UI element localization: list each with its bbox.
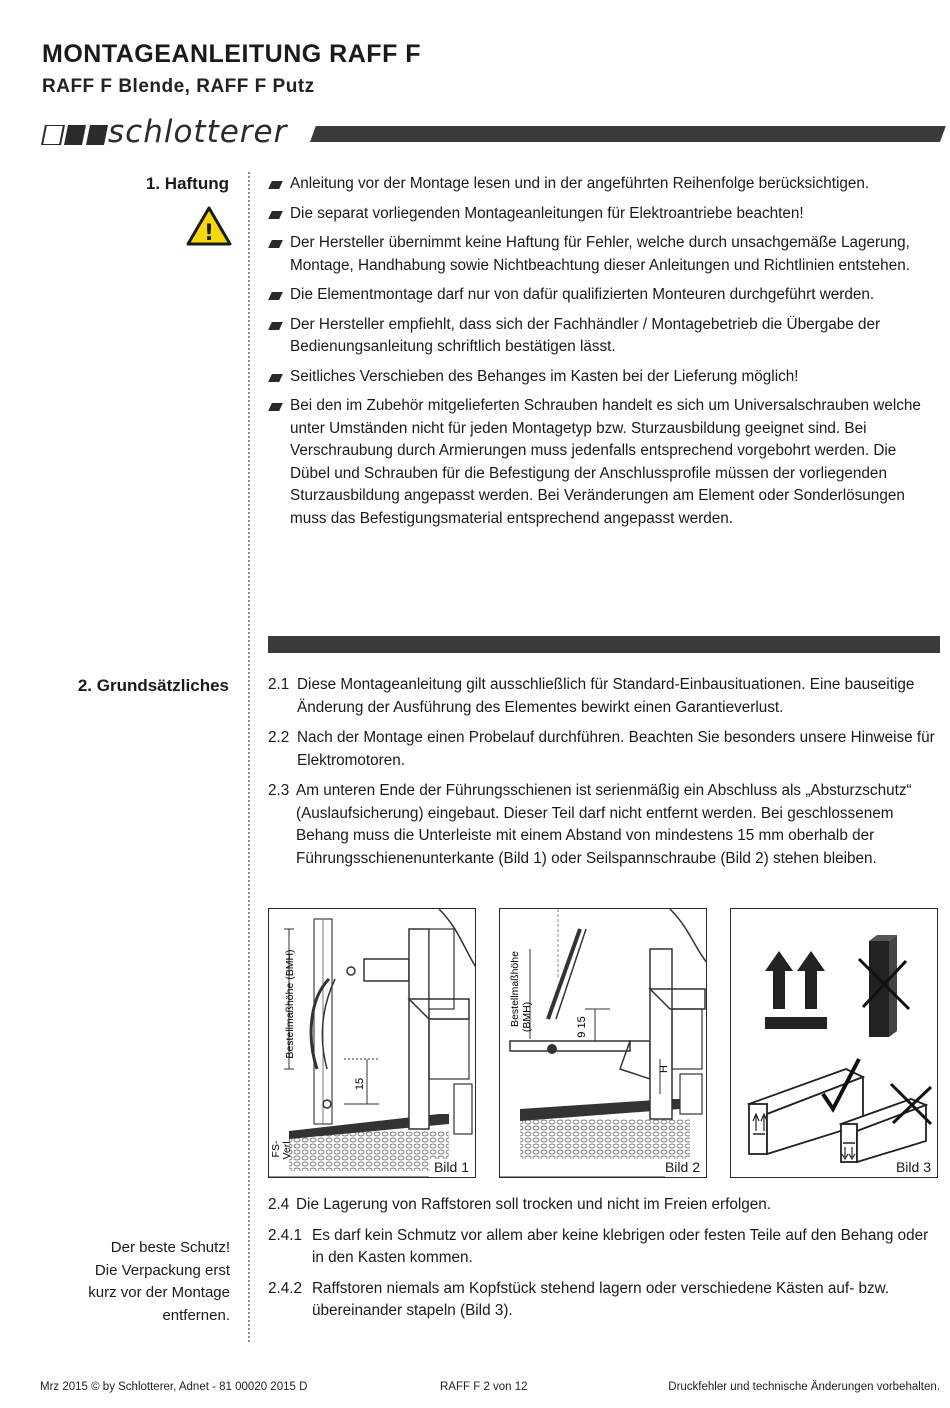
list-item: Der Hersteller übernimmt keine Haftung für Fehler, welche durch unsachgemäße Lagerung, Montage, Handhabung sowie Nichtbeachtung dieser Anleitungen und Richtlinien entstehen. — [270, 232, 938, 277]
numbered-item: 2.4.2 Raffstoren niemals am Kopfstück stehend lagern oder verschiedene Kästen auf- bzw. übereinander stapeln (Bild 3). — [268, 1279, 890, 1319]
list-item: Die Elementmontage darf nur von dafür qualifizierten Monteuren durchgeführt werden. — [270, 284, 938, 307]
list-item: Seitliches Verschieben des Behanges im Kasten bei der Lieferung möglich! — [270, 366, 938, 389]
bullet-icon — [268, 322, 283, 330]
footer-disclaimer: Druckfehler und technische Änderungen vorbehalten. — [668, 1381, 940, 1393]
brand-logo — [40, 114, 940, 150]
numbered-item: 2.2 Nach der Montage einen Probelauf durchführen. Beachten Sie besonders unsere Hinweise für Elektromotoren. — [268, 729, 935, 769]
list-item: Anleitung vor der Montage lesen und in der angeführten Reihenfolge berücksichtigen. — [270, 173, 938, 196]
section-heading-grundsaetzliches: 2. Grundsätzliches — [77, 676, 229, 695]
warning-symbol: ! — [203, 221, 215, 246]
dim-label-15: 15 — [354, 1077, 366, 1091]
section-divider — [268, 636, 940, 653]
numbered-item: 2.4.1 Es darf kein Schmutz vor allem aber keine klebrigen oder festen Teile auf den Behang oder in den Kasten kommen. — [268, 1226, 929, 1266]
lagerung-list — [268, 1194, 940, 1331]
bullet-icon — [268, 240, 283, 248]
footer-copyright: Mrz 2015 © by Schlotterer, Adnet - 81 00020 2015 D — [40, 1381, 308, 1393]
document-subtitle: RAFF F Blende, RAFF F Putz — [42, 76, 315, 97]
bmh-abbrev-label: (BMH) — [521, 1001, 533, 1033]
side-note: Der beste Schutz! Die Verpackung erst kurz vor der Montage entfernen. — [88, 1239, 230, 1324]
dim-label-h: H — [658, 1065, 670, 1073]
haftung-list — [270, 173, 938, 537]
guide-rail-bottom-diagram — [269, 909, 476, 1178]
logo-bars-icon — [40, 125, 110, 145]
figure-caption: Bild 2 — [661, 1159, 700, 1175]
figure-caption: Bild 1 — [430, 1159, 469, 1175]
figure-bild-2 — [499, 908, 707, 1178]
bmh-label: Bestellmaßhöhe (BMH) — [284, 949, 296, 1059]
figure-caption: Bild 3 — [892, 1159, 931, 1175]
list-item: Bei den im Zubehör mitgelieferten Schrauben handelt es sich um Universalschrauben welche unter Umständen nicht für jeden Montagetyp bzw. Sturzausbildung geeignet sind. Bei Verschraubung durch Armierungen muss jedenfalls entsprechend vorgebohrt werden. Die Dübel und Schrauben für die Befestigung der Anschlussprofile müssen der vorliegenden Sturzausbildung angepasst werden. Bei Veränderungen am Element oder Sonderlösungen muss das Befestigungsmaterial entsprechend angepasst werden. — [270, 395, 938, 530]
dim-label-9-15: 9 15 — [576, 1016, 588, 1038]
warning-icon — [186, 206, 232, 246]
storage-pictogram — [731, 909, 938, 1178]
logo-wordmark: schlotterer — [108, 114, 288, 150]
bullet-icon — [268, 211, 283, 219]
bullet-icon — [268, 403, 283, 411]
bullet-icon — [268, 374, 283, 382]
header-stripe — [310, 126, 946, 142]
numbered-item: 2.1 Diese Montageanleitung gilt ausschließlich für Standard-Einbausituationen. Eine bauseitige Änderung der Ausführung des Elementes bewirkt einen Garantieverlust. — [268, 676, 915, 716]
cable-tension-diagram — [500, 909, 707, 1178]
numbered-item: 2.3 Am unteren Ende der Führungsschienen ist serienmäßig ein Abschluss als „Absturzschutz“ (Auslaufsicherung) eingebaut. Dieser Teil darf nicht entfernt werden. Bei geschlossenem Behang muss die Unterleiste mit einem Abstand von mindestens 15 mm oberhalb der Führungsschienenunterkante (Bild 1) oder Seilspannschraube (Bild 2) stehen bleiben. — [268, 782, 912, 867]
grundsaetzliches-list — [268, 674, 940, 878]
numbered-item: 2.4 Die Lagerung von Raffstoren soll trocken und nicht im Freien erfolgen. — [268, 1196, 772, 1213]
figure-bild-1 — [268, 908, 476, 1178]
footer-page-number: RAFF F 2 von 12 — [440, 1381, 528, 1393]
column-separator — [248, 172, 250, 1342]
figure-row — [268, 908, 940, 1180]
fs-label: FS- — [270, 1140, 282, 1158]
document-title: MONTAGEANLEITUNG RAFF F — [42, 40, 422, 68]
bmh-label: Bestellmaßhöhe — [509, 951, 521, 1027]
bullet-icon — [268, 292, 283, 300]
verl-label: Verl. — [281, 1138, 293, 1160]
list-item: Die separat vorliegenden Montageanleitungen für Elektroantriebe beachten! — [270, 203, 938, 226]
section-heading-haftung: 1. Haftung — [145, 174, 229, 193]
list-item: Der Hersteller empfiehlt, dass sich der Fachhändler / Montagebetrieb die Übergabe der Bedienungsanleitung schriftlich bestätigen lässt. — [270, 314, 938, 359]
figure-bild-3 — [730, 908, 938, 1178]
bullet-icon — [268, 181, 283, 189]
